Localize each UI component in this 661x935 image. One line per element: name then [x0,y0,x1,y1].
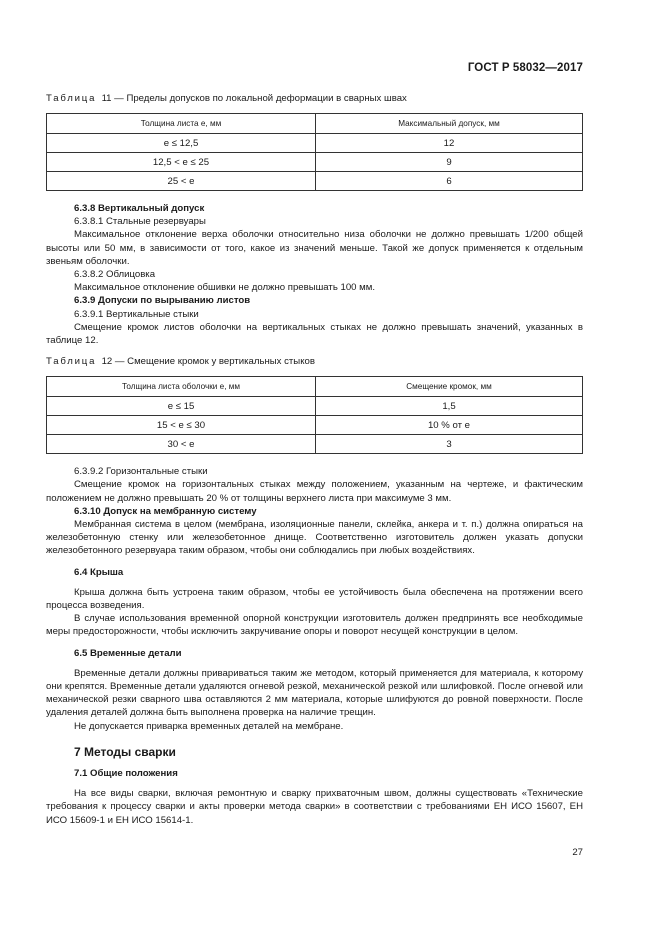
subsection-title: 6.3.8.1 Стальные резервуары [74,216,206,228]
table-cell: 10 % от е [316,416,583,435]
paragraph: Крыша должна быть устроена таким образом, чтобы ее устойчивость была обеспечена на протяжении всего процесса возведения. [46,586,583,612]
paragraph: Временные детали должны привариваться таким же методом, который применяется для материала, к которому они крепятся. Временные детали удаляются огневой резкой, механической резкой или шлифовкой. После огневой или механической резки сварного шва оставляются 2 мм материала, которые шлифуются до ровной поверхности. После удаления деталей должна быть выполнена проверка на наличие трещин. [46,667,583,719]
table-cell: 25 < е [47,172,316,191]
section-heading: 6.5 Временные детали [74,647,182,659]
table-caption-text: 12 — Смещение кромок у вертикальных стыков [101,356,315,368]
document-code: ГОСТ Р 58032—2017 [467,62,583,74]
table-row [47,435,583,454]
paragraph: Не допускается приварка временных деталей на мембране. [74,720,344,732]
table-cell: 6 [316,172,583,191]
page-number: 27 [572,847,583,858]
table-11 [46,113,583,191]
table-row [47,172,583,191]
paragraph: Смещение кромок на горизонтальных стыках между положением, указанным на чертеже, и фактическим положением не должно превышать 20 % от толщины верхнего листа при максимуме 3 мм. [46,479,583,504]
table-cell: 30 < е [47,435,316,454]
section-heading: 6.3.8 Вертикальный допуск [74,203,205,214]
column-header: Толщина листа е, мм [47,114,316,134]
section-heading: 6.3.9 Допуски по вырыванию листов [74,295,251,307]
chapter-heading: 7 Методы сварки [74,744,176,759]
subsection-title: 6.3.9.2 Горизонтальные стыки [74,466,208,478]
table-header-row [47,377,583,397]
table-12-caption [46,355,583,368]
subsection-title: 6.3.9.1 Вертикальные стыки [74,308,199,320]
table-cell: 12,5 < е ≤ 25 [47,153,316,172]
table-caption-text: 11 — Пределы допусков по локальной деформации в сварных швах [101,93,407,104]
subsection-title: 6.3.8.2 Облицовка [74,269,156,281]
table-11-caption [46,92,583,105]
table-row [47,397,583,416]
paragraph: Мембранная система в целом (мембрана, изоляционные панели, склейка, анкера и т. п.) должна опираться на железобетонную стенку или железобетонное днище. Соответственно изготовитель должен указать допуски железобетонного резервуара таким образом, чтобы они соблюдались при любых воздействиях. [46,519,583,557]
section-heading: 6.4 Крыша [74,566,124,578]
table-row [47,134,583,153]
page-content [46,92,583,827]
column-header: Толщина листа оболочки е, мм [47,377,316,397]
table-cell: е ≤ 12,5 [47,134,316,153]
paragraph: Смещение кромок листов оболочки на вертикальных стыках не должно превышать значений, указанных в таблице 12. [46,321,583,347]
section-heading: 6.3.10 Допуск на мембранную систему [74,505,257,517]
table-header-row [47,114,583,134]
table-cell: 12 [316,134,583,153]
table-cell: 3 [316,435,583,454]
table-cell: 9 [316,153,583,172]
paragraph: Максимальное отклонение обшивки не должно превышать 100 мм. [74,282,376,294]
paragraph: На все виды сварки, включая ремонтную и сварку прихваточным швом, должны существовать «Технические требования к процессу сварки и акты проверки метода сварки» в соответствии с требованиями ЕН ИСО 15607, ЕН ИСО 15609-1 и ЕН ИСО 15614-1. [46,788,583,826]
table-row [47,153,583,172]
table-cell: 15 < е ≤ 30 [47,416,316,435]
table-cell: 1,5 [316,397,583,416]
column-header: Смещение кромок, мм [316,377,583,397]
column-header: Максимальный допуск, мм [316,114,583,134]
table-row [47,416,583,435]
paragraph: Максимальное отклонение верха оболочки относительно низа оболочки не должно превышать 1/200 общей высоты или 50 мм, в зависимости от того, какое из значений меньше. Такой же допуск применяется к отдельным звеньям оболочки. [46,229,583,267]
table-12 [46,376,583,454]
paragraph: В случае использования временной опорной конструкции изготовитель должен предпринять все необходимые меры предосторожности, чтобы исключить закручивание опоры и поворот несущей конструкции в целом. [46,613,583,638]
table-label: Таблица [46,356,97,368]
table-cell: е ≤ 15 [47,397,316,416]
table-label: Таблица [46,93,97,104]
section-heading: 7.1 Общие положения [74,767,178,779]
